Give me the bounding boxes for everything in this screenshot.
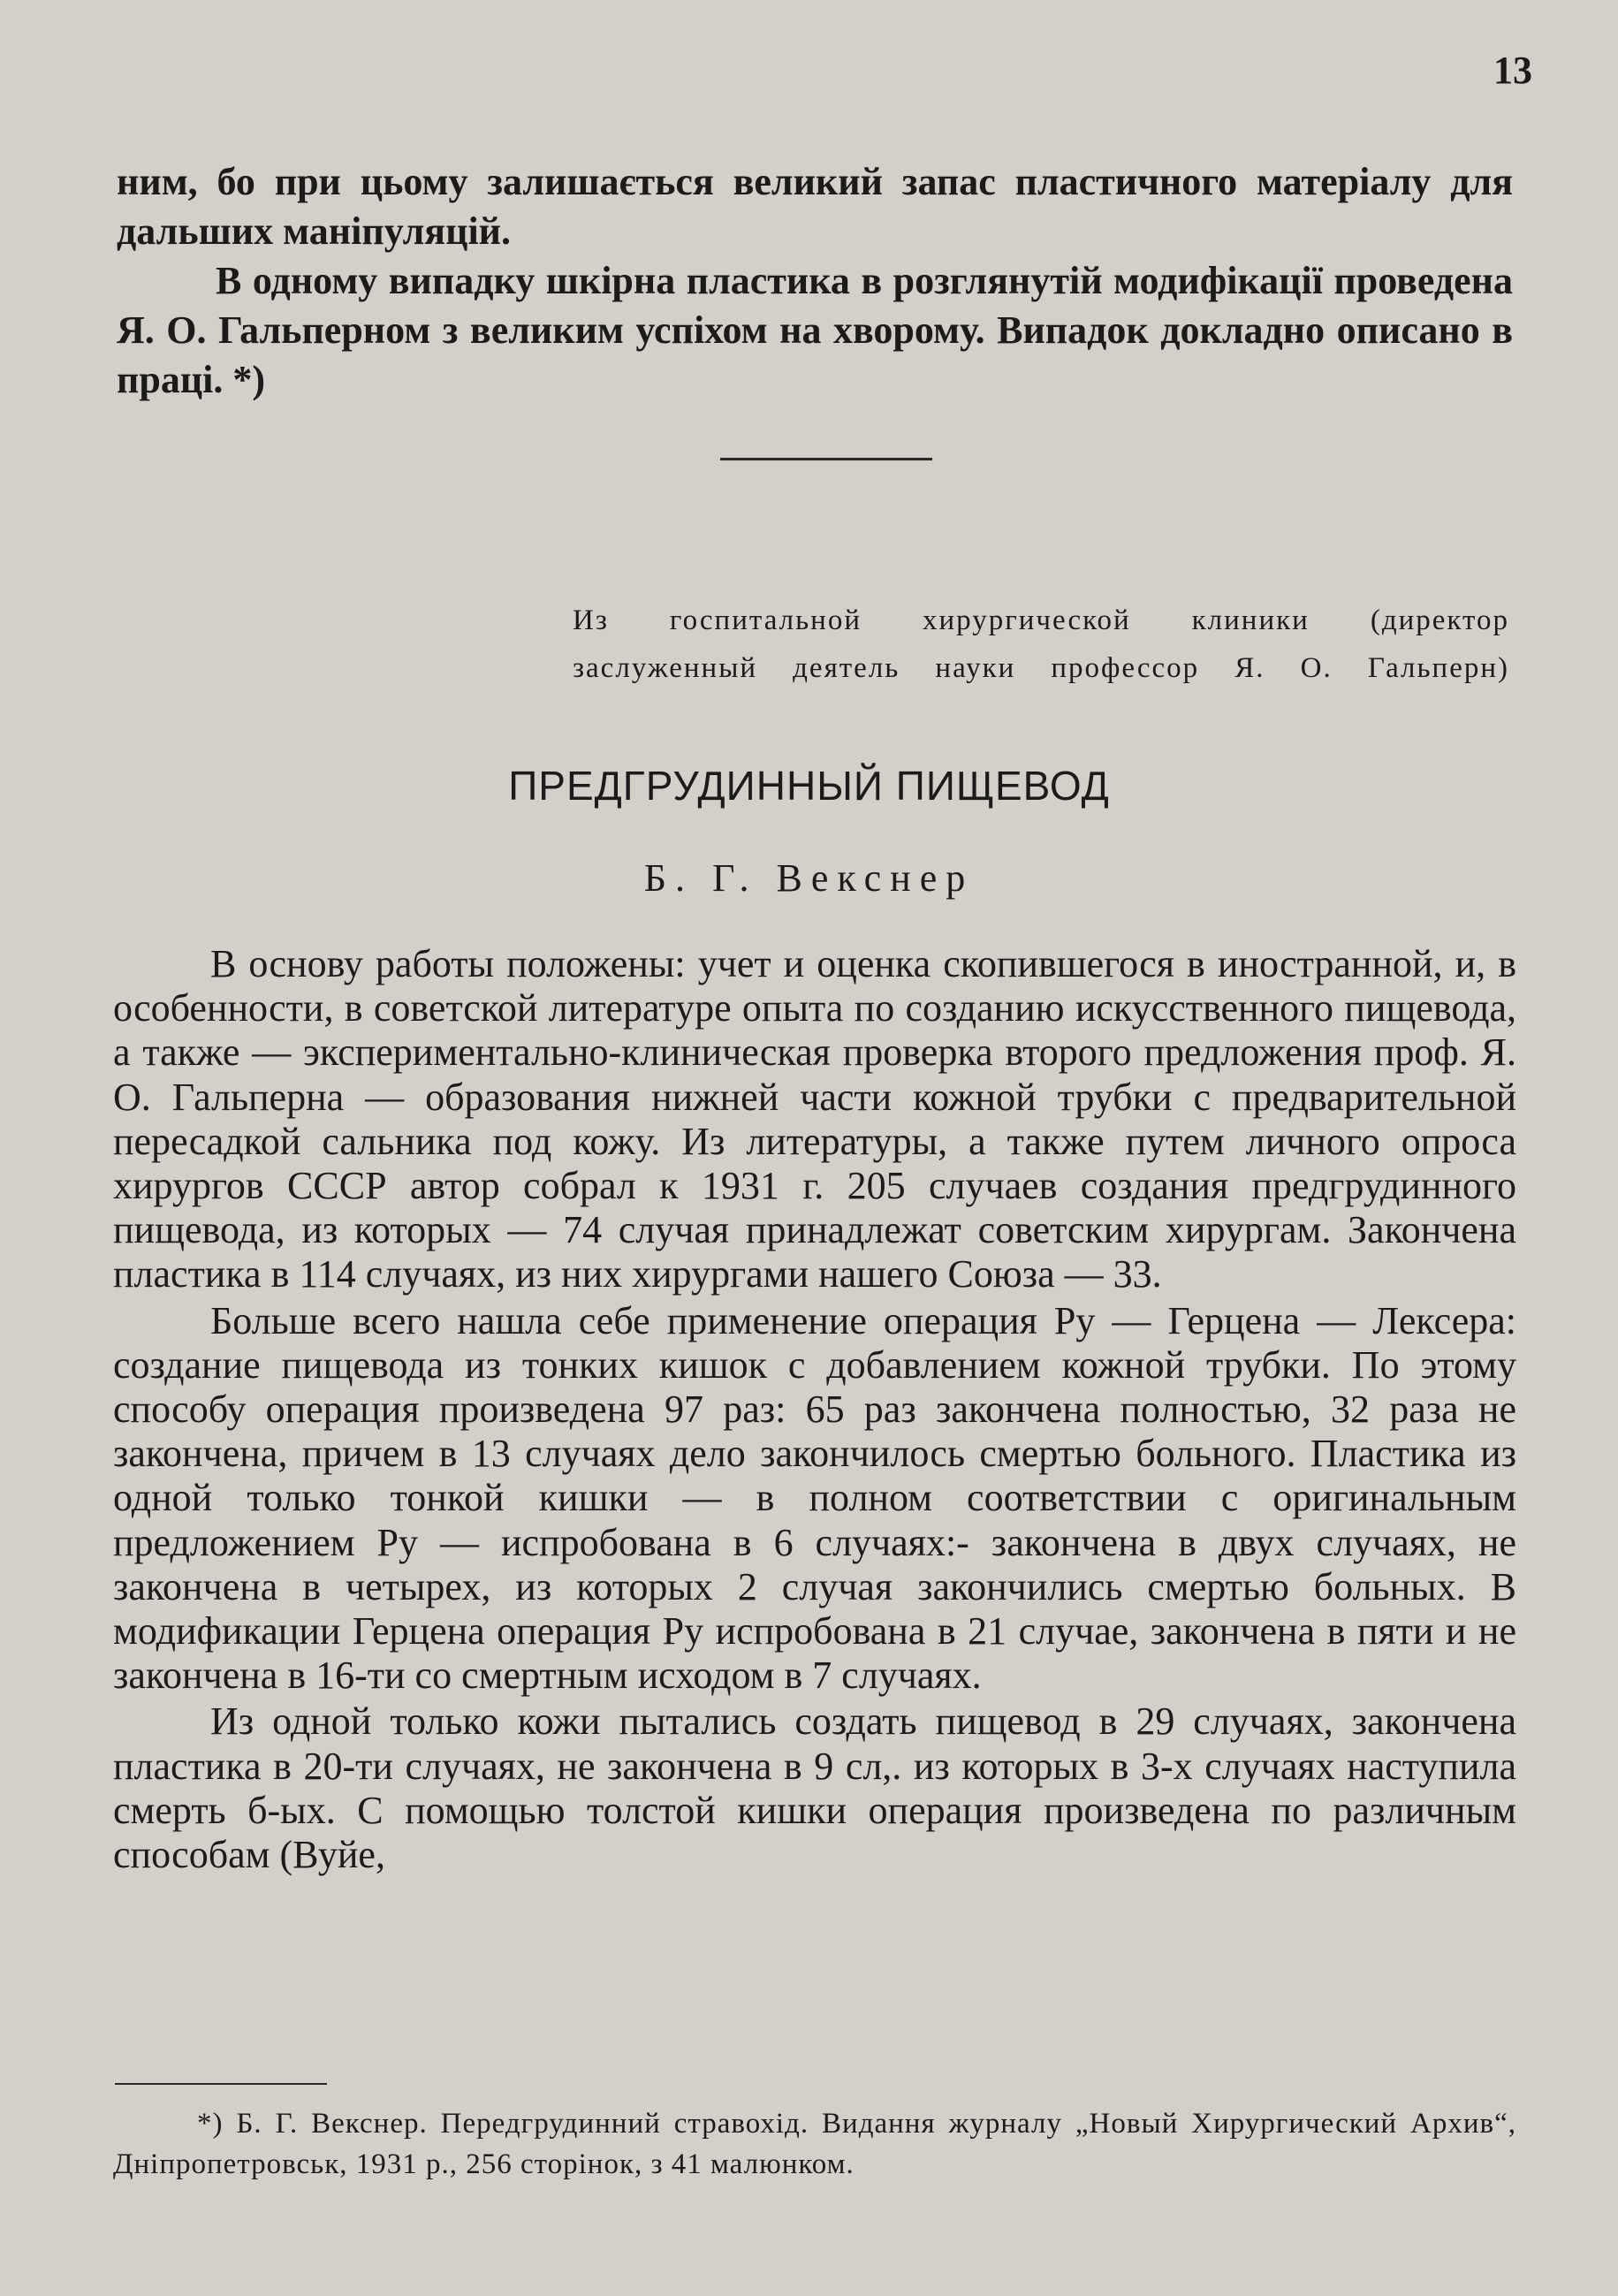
footnote-text: *) Б. Г. Векснер. Передгрудинний стравохід. Видання журналу „Новый Хирургический Архив“, Дніпропетровськ, 1931 р., 256 сторінок, з 41 малюнком. xyxy=(113,2108,1516,2180)
paragraph: В основу работы положены: учет и оценка скопившегося в иностранной, и, в особенности, в советской литературе опыта по созданию искусственного пищевода, а также — экспериментально-клиническая проверка второго предложения проф. Я. О. Гальперна — образования нижней части кожной трубки с предварительной пересадкой сальника под кожу. Из литературы, а также путем личного опроса хирургов СССР автор собрал к 1931 г. 205 случаев создания предгрудинного пищевода, из которых — 74 случая принадлежат советским хирургам. Закончена пластика в 114 случаях, из них хирургами нашего Союза — 33. xyxy=(113,942,1516,1296)
page-number: 13 xyxy=(1493,49,1532,92)
paragraph: Из одной только кожи пытались создать пищевод в 29 случаях, закончена пластика в 20-ти случаях, не закончена в 9 сл,. из которых в 3-х случаях наступила смерть б-ых. С помощью толстой кишки операция произведена по различным способам (Вуйе, xyxy=(113,1699,1516,1877)
affiliation-line: Из госпитальной хирургической клиники (директор xyxy=(573,604,1509,636)
article-author: Б. Г. Векснер xyxy=(643,856,975,900)
affiliation-line: заслуженный деятель науки профессор Я. О. Гальперн) xyxy=(573,652,1509,684)
section-separator xyxy=(720,458,932,460)
footnote xyxy=(113,2103,1516,2185)
paragraph: В одному випадку шкірна пластика в розглянутій модифікації проведена Я. О. Гальперном з великим успіхом на хворому. Випадок докладно описано в праці. *) xyxy=(117,259,1513,401)
paragraph: ним, бо при цьому залишається великий запас пластичного матеріалу для дальших маніпуляцій. xyxy=(117,160,1513,253)
affiliation xyxy=(573,597,1509,692)
paragraph: Больше всего нашла себе применение операция Ру — Герцена — Лексера: создание пищевода из тонких кишок с добавлением кожной трубки. По этому способу операция произведена 97 раз: 65 раз закончена полностью, 32 раза не закончена, причем в 13 случаях дело закончилось смертью больного. Пластика из одной только тонкой кишки — в полном соответствии с оригинальным предложением Ру — испробована в 6 случаях:- закончена в двух случаях, не закончена в четырех, из которых 2 случая закончились смертью больных. В модификации Герцена операция Ру испробована в 21 случае, закончена в пяти и не закончена в 16-ти со смертным исходом в 7 случаях. xyxy=(113,1298,1516,1698)
previous-article-ending xyxy=(117,157,1513,405)
article-body xyxy=(113,942,1516,1877)
article-title: ПРЕДГРУДИННЫЙ ПИЩЕВОД xyxy=(508,763,1110,809)
footnote-rule xyxy=(115,2083,327,2085)
